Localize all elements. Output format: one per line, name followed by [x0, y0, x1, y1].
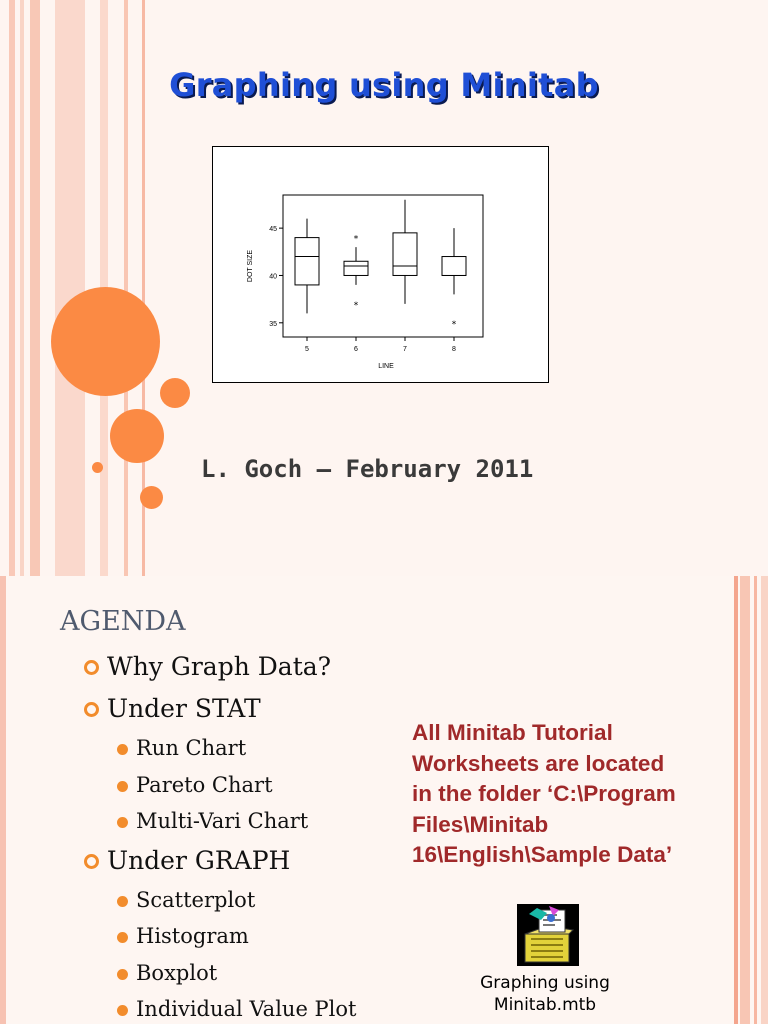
filled-bullet-icon	[117, 932, 128, 943]
x-tick-label: 6	[354, 346, 358, 353]
list-item: Under STAT	[84, 688, 356, 730]
outlier-point: *	[353, 234, 359, 245]
list-item: Pareto Chart	[84, 767, 356, 804]
decorative-circle-small	[160, 378, 190, 408]
filled-bullet-icon	[117, 1005, 128, 1016]
box	[344, 261, 368, 275]
slide-title: Graphing using Minitab	[169, 66, 599, 104]
y-tick-label: 45	[269, 226, 277, 234]
y-axis-label: DOT SIZE	[247, 249, 254, 283]
decorative-circle-medium	[110, 409, 164, 463]
agenda-heading: AGENDA	[60, 606, 186, 637]
y-tick-label: 35	[269, 320, 277, 328]
note-line: in the folder ‘C:\Program	[412, 781, 676, 806]
decorative-circle-large	[51, 287, 160, 396]
file-label-line: Graphing using	[480, 973, 610, 993]
x-axis-label: LINE	[378, 363, 394, 370]
file-label[interactable]	[430, 972, 660, 1016]
filled-bullet-icon	[117, 744, 128, 755]
boxplot-figure	[212, 146, 549, 383]
list-item: Histogram	[84, 918, 356, 955]
note-line: Worksheets are located	[412, 750, 665, 776]
filled-bullet-icon	[117, 817, 128, 828]
filled-bullet-icon	[117, 896, 128, 907]
box	[393, 233, 417, 276]
x-tick-label: 8	[452, 346, 456, 353]
note-line: 16\English\Sample Data’	[412, 842, 673, 867]
minitab-worksheet-icon[interactable]	[517, 904, 579, 970]
hollow-bullet-icon	[84, 702, 99, 717]
decorative-stripe	[754, 576, 757, 1024]
file-label-line: Minitab.mtb	[493, 995, 597, 1015]
decorative-stripe	[0, 576, 6, 1024]
note-line: Files\Minitab	[412, 811, 549, 837]
filled-bullet-icon	[117, 969, 128, 980]
filled-bullet-icon	[117, 781, 128, 792]
list-item: Boxplot	[84, 955, 356, 992]
agenda-list	[84, 646, 356, 1024]
agenda-slide	[0, 576, 768, 1024]
boxplot-chart	[213, 147, 550, 384]
y-tick-label: 40	[269, 273, 277, 281]
outlier-point: *	[451, 319, 457, 330]
list-item: Run Chart	[84, 730, 356, 767]
box	[295, 238, 319, 285]
list-item: Scatterplot	[84, 882, 356, 919]
box	[442, 257, 466, 276]
decorative-circle-tiny	[92, 462, 103, 473]
decorative-circle-small	[140, 486, 163, 509]
decorative-stripe	[761, 576, 768, 1024]
author-date-line: L. Goch – February 2011	[201, 455, 534, 483]
x-tick-label: 7	[403, 346, 407, 353]
hollow-bullet-icon	[84, 854, 99, 869]
x-tick-label: 5	[305, 346, 309, 353]
tutorial-location-note	[412, 718, 732, 871]
hollow-bullet-icon	[84, 660, 99, 675]
list-item: Under GRAPH	[84, 840, 356, 882]
outlier-point: *	[353, 300, 359, 311]
list-item: Individual Value Plot	[84, 991, 356, 1024]
list-item: Multi-Vari Chart	[84, 803, 356, 840]
decorative-stripe	[740, 576, 750, 1024]
list-item: Why Graph Data?	[84, 646, 356, 688]
note-line: All Minitab Tutorial	[412, 720, 613, 745]
decorative-stripe	[734, 576, 738, 1024]
